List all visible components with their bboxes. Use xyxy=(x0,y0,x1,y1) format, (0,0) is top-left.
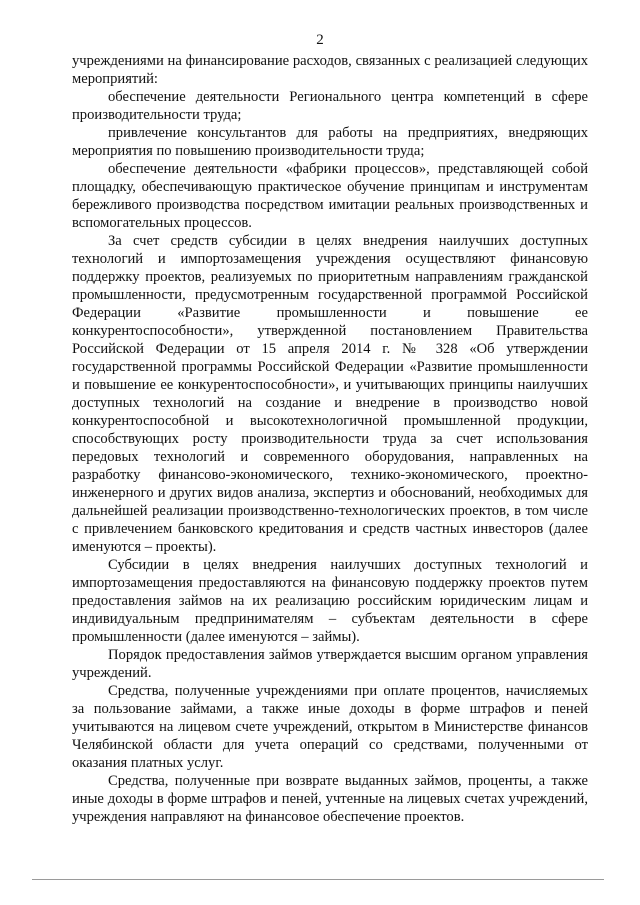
paragraph-continuation: учреждениями на финансирование расходов, связанных с реализацией следующих мероприятий: xyxy=(72,53,588,87)
paragraph-loan-procedure: Порядок предоставления займов утверждается высшим органом управления учреждений. xyxy=(72,647,588,681)
page-number: 2 xyxy=(316,32,324,48)
bottom-divider xyxy=(32,879,604,880)
document-body xyxy=(72,52,588,826)
paragraph-item-competence-center: обеспечение деятельности Регионального центра компетенций в сфере производительности труда; xyxy=(72,89,588,123)
paragraph-interest-income: Средства, полученные учреждениями при оплате процентов, начисляемых за пользование займами, а также иные доходы в форме штрафов и пеней учитываются на лицевом счете учреждений, открытом в Министерстве финансов Челябинской области для учета операций со средствами, полученными от оказания платных услуг. xyxy=(72,683,588,771)
paragraph-loans: Субсидии в целях внедрения наилучших доступных технологий и импортозамещения предоставляются на финансовую поддержку проектов путем предоставления займов на их реализацию российским юридическим лицам и индивидуальным предпринимателям – субъектам деятельности в сфере промышленности (далее именуются – займы). xyxy=(72,557,588,645)
paragraph-subsidy-projects: За счет средств субсидии в целях внедрения наилучших доступных технологий и импортозамещения учреждения осуществляют финансовую поддержку проектов, реализуемых по приоритетным направлениям гражданской промышленности, предусмотренным государственной программой Российской Федерации «Развитие промышленности и повышение ее конкурентоспособности», утвержденной постановлением Правительства Российской Федерации от 15 апреля 2014 г. № 328 «Об утверждении государственной программы Российской Федерации «Развитие промышленности и повышение ее конкурентоспособности», и учитывающих принципы наилучших доступных технологий на создание и внедрение в производство новой конкурентоспособной и высокотехнологичной промышленной продукции, способствующих росту производительности труда за счет использования передовых технологий и современного оборудования, направленных на разработку финансово-экономического, технико-экономического, проектно-инженерного и других видов анализа, экспертиз и обоснований, необходимых для дальнейшей реализации производственно-технологических проектов, в том числе с привлечением банковского кредитования и средств частных инвесторов (далее именуются – проекты). xyxy=(72,233,588,555)
paragraph-item-consultants: привлечение консультантов для работы на предприятиях, внедряющих мероприятия по повышению производительности труда; xyxy=(72,125,588,159)
paragraph-item-process-factory: обеспечение деятельности «фабрики процессов», представляющей собой площадку, обеспечивающую практическое обучение принципам и инструментам бережливого производства посредством имитации реальных производственных и вспомогательных процессов. xyxy=(72,161,588,231)
paragraph-loan-returns: Средства, полученные при возврате выданных займов, проценты, а также иные доходы в форме штрафов и пеней, учтенные на лицевых счетах учреждений, учреждения направляют на финансовое обеспечение проектов. xyxy=(72,773,588,825)
